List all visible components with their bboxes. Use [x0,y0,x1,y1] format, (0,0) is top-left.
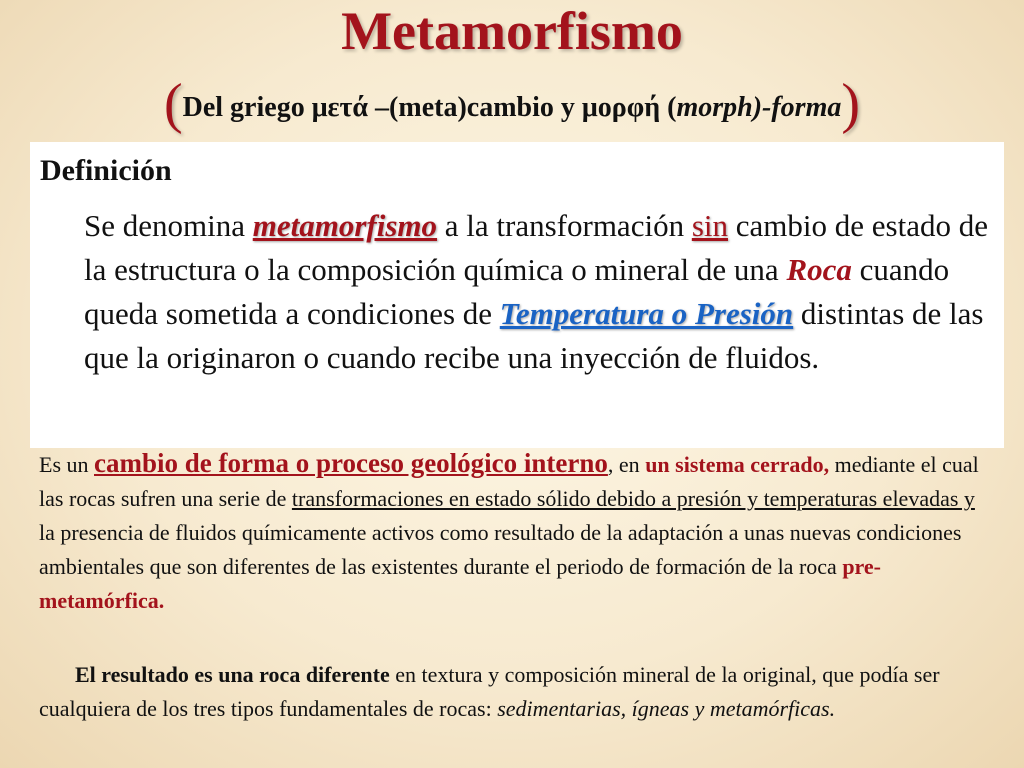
definition-heading: Definición [40,154,172,187]
definition-text-part: a la transformación [437,208,692,243]
definition-text-part: Se denomina [84,208,253,243]
slide-subtitle [0,72,1024,140]
para1-text-part: mediante el cual las rocas sufren una serie de [39,452,979,511]
pre-metamorphic: pre-metamórfica. [39,554,882,613]
para2-text-part: en textura y composición mineral de la original, que podía ser cualquiera de los tres tipos fundamentales de rocas: [39,662,940,721]
closed-system: un sistema cerrado, [645,452,830,477]
definition-text [84,204,994,380]
definition-text-part: cuando queda sometida a condiciones de [84,252,950,331]
solid-state-transformations: transformaciones en estado sólido debido a presión y temperaturas elevadas y [291,486,975,511]
paragraph-result [39,658,989,726]
subtitle-close-paren: ) [841,73,861,135]
definition-box [30,142,1004,448]
slide-title: Metamorfismo [341,1,683,61]
term-metamorfismo: metamorfismo [252,208,438,243]
subtitle-morph: morph)-forma [676,92,842,123]
para1-text-part: Es un [39,452,94,477]
definition-text-part: distintas de las que la originaron o cuando recibe una inyección de fluidos. [84,296,984,375]
para1-text-part: como [434,520,495,545]
definition-text-part: cambio de estado de la estructura o la composición química o mineral de una [84,208,988,287]
subtitle-open-paren: ( [163,73,183,135]
term-temperatura-presion: Temperatura o Presión [499,296,794,331]
para1-text-part: resultado de la adaptación a unas nuevas condiciones ambientales que son diferentes de las existentes durante el periodo de formación de la roca [39,520,962,579]
rock-types: sedimentarias, ígneas y metamórficas. [497,696,836,721]
subtitle-text: Del griego μετά –(meta)cambio y μορφή ( [182,92,677,123]
process-highlight: cambio de forma o proceso geológico interno [94,448,608,478]
term-roca: Roca [786,252,852,287]
para1-text-part: la presencia de fluidos químicamente activos [39,520,435,545]
paragraph-process [39,446,989,618]
term-sin: sin [691,208,728,243]
para1-text-part: , en [607,452,646,477]
result-bold: El resultado es una roca diferente [75,662,390,687]
